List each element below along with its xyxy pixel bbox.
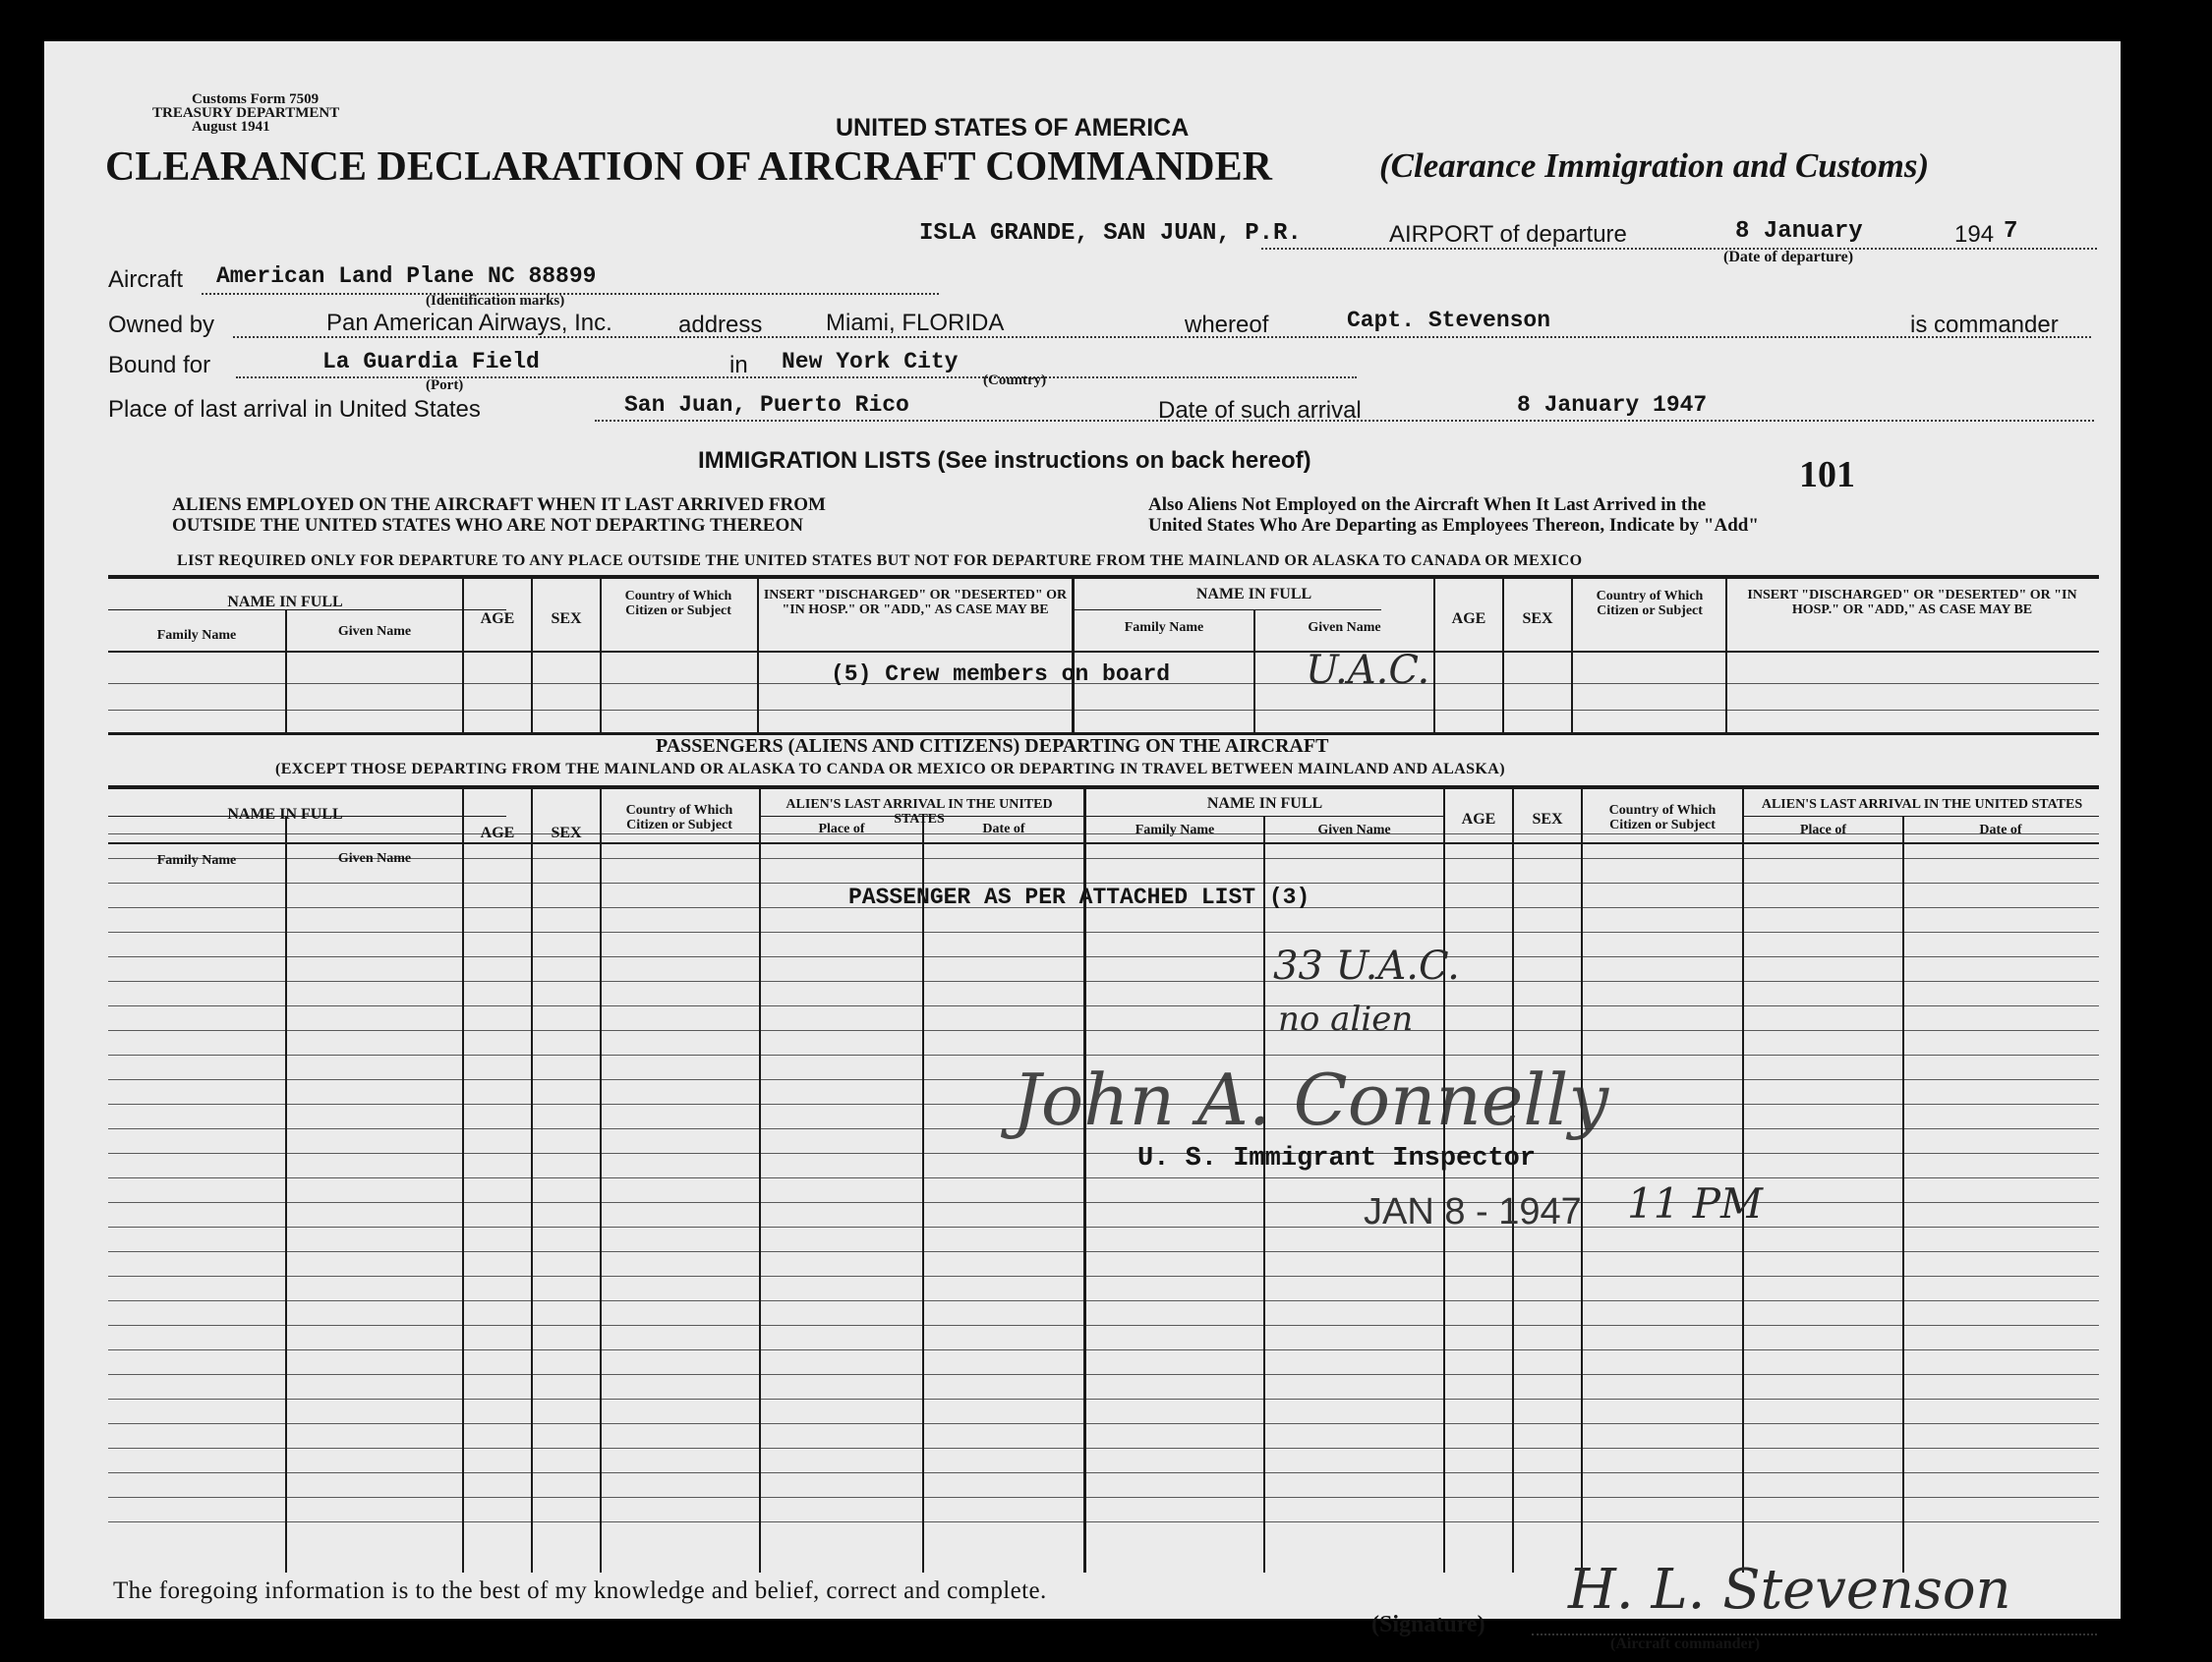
passenger-row-rule	[108, 1448, 2099, 1449]
aircraft-label: Aircraft	[108, 266, 184, 293]
arrival-date-label: Date of such arrival	[1158, 397, 1362, 424]
airport-value: ISLA GRANDE, SAN JUAN, P.R.	[919, 220, 1302, 247]
last-arrival-label: Place of last arrival in United States	[108, 396, 481, 423]
crew-name-header-left: NAME IN FULL	[227, 594, 343, 610]
crew-family-header-left: Family Name	[156, 628, 237, 643]
passenger-col-rule	[759, 788, 761, 1573]
bound-line	[236, 376, 1357, 378]
crew-sex-header-left: SEX	[551, 610, 582, 627]
crew-age-header-right: AGE	[1451, 610, 1486, 627]
departure-date-caption: (Date of departure)	[1723, 249, 1854, 265]
form-title: CLEARANCE DECLARATION OF AIRCRAFT COMMANDER	[105, 144, 1272, 190]
form-id-block	[152, 92, 339, 134]
crew-given-header-left: Given Name	[337, 624, 412, 639]
passenger-family-header-right: Family Name	[1135, 823, 1215, 837]
passenger-age-header-right: AGE	[1461, 811, 1496, 828]
crew-col-rule	[462, 578, 464, 732]
crew-insert-header-right: INSERT "DISCHARGED" OR "DESERTED" OR "IN HOSP." OR "ADD," AS CASE MAY BE	[1747, 588, 2077, 617]
bound-port-caption: (Port)	[426, 377, 464, 393]
aircraft-value: American Land Plane NC 88899	[216, 263, 597, 289]
departure-year-suffix: 7	[2004, 218, 2018, 245]
form-sheet	[44, 41, 2121, 1652]
crew-col-rule	[1433, 578, 1435, 732]
crew-col-rule	[531, 578, 533, 732]
passenger-country-header-left: Country of Which Citizen or Subject	[625, 803, 733, 832]
crew-name-divider-right	[1075, 609, 1381, 610]
arrival-header-left: ALIEN'S LAST ARRIVAL IN THE UNITED STATES	[786, 797, 1053, 827]
crew-sex-header-right: SEX	[1522, 610, 1553, 627]
passenger-row-rule	[108, 1521, 2099, 1522]
arrival-divider-right	[1743, 816, 2099, 817]
inspector-signature: John A. Connelly	[1013, 1059, 1609, 1141]
crew-name-header-right: NAME IN FULL	[1195, 586, 1312, 602]
declaration-statement: The foregoing information is to the best of my knowledge and belief, correct and complete.	[113, 1577, 1047, 1604]
address-value: Miami, FLORIDA	[826, 310, 1005, 336]
airport-label: AIRPORT of departure	[1389, 221, 1627, 248]
passenger-row-rule	[108, 883, 2099, 884]
form-date: August 1941	[192, 119, 270, 135]
passenger-note-2: no alien	[1278, 1000, 1414, 1039]
bound-label: Bound for	[108, 352, 211, 378]
passenger-row-rule	[108, 1349, 2099, 1350]
passenger-sex-header-right: SEX	[1532, 811, 1563, 828]
passenger-name-header-left: NAME IN FULL	[227, 806, 343, 823]
inspection-time-note: 11 PM	[1627, 1179, 1764, 1228]
crew-col-rule	[1502, 578, 1504, 732]
commander-label: is commander	[1910, 312, 2059, 338]
crew-given-header-right: Given Name	[1308, 620, 1381, 635]
passenger-row-rule	[108, 932, 2099, 933]
passenger-given-header-right: Given Name	[1317, 823, 1391, 837]
bound-in-label: in	[729, 352, 748, 378]
passenger-given-header-left: Given Name	[337, 851, 412, 866]
passengers-heading: PASSENGERS (ALIENS AND CITIZENS) DEPARTING ON THE AIRCRAFT	[656, 735, 1329, 757]
passenger-row-rule	[108, 1030, 2099, 1031]
passenger-row-rule	[108, 1202, 2099, 1203]
aliens-heading-left	[172, 494, 826, 536]
whereof-label: whereof	[1185, 312, 1269, 338]
passenger-age-header-left: AGE	[480, 825, 515, 841]
passenger-family-header-left: Family Name	[156, 853, 237, 868]
crew-age-header-left: AGE	[480, 610, 515, 627]
form-number: Customs Form 7509	[192, 91, 320, 107]
sheet-number: 101	[1799, 454, 1855, 495]
aliens-heading-left-2: OUTSIDE THE UNITED STATES WHO ARE NOT DEPARTING THEREON	[172, 515, 803, 536]
crew-annotation: U.A.C.	[1306, 648, 1430, 693]
country-heading: UNITED STATES OF AMERICA	[836, 114, 1190, 142]
commander-value: Capt. Stevenson	[1347, 308, 1551, 333]
aliens-heading-right	[1148, 494, 1759, 536]
crew-header-rule	[108, 651, 2099, 653]
bound-port-value: La Guardia Field	[322, 349, 540, 374]
passenger-col-rule	[1443, 788, 1445, 1573]
passenger-col-rule	[531, 788, 533, 1573]
passenger-row-rule	[108, 1276, 2099, 1277]
passenger-row-rule	[108, 1055, 2099, 1056]
bound-country-value: New York City	[782, 349, 959, 374]
inspection-stamp-date: JAN 8 - 1947	[1364, 1191, 1582, 1232]
crew-table-top-rule	[108, 575, 2099, 579]
crew-insert-header-left: INSERT "DISCHARGED" OR "DESERTED" OR "IN HOSP." OR "ADD," AS CASE MAY BE	[763, 588, 1068, 617]
aliens-heading-left-1: ALIENS EMPLOYED ON THE AIRCRAFT WHEN IT LAST ARRIVED FROM	[172, 494, 826, 515]
crew-col-rule	[1571, 578, 1573, 732]
aircraft-line	[202, 293, 939, 295]
commander-signature: H. L. Stevenson	[1568, 1558, 2011, 1622]
passenger-row-rule	[108, 1497, 2099, 1498]
crew-col-rule	[1725, 578, 1727, 732]
passenger-col-rule	[285, 816, 287, 1573]
crew-family-header-right: Family Name	[1124, 620, 1204, 635]
list-required-note: LIST REQUIRED ONLY FOR DEPARTURE TO ANY PLACE OUTSIDE THE UNITED STATES BUT NOT FOR DEPARTURE FROM THE MAINLAND OR ALASKA TO CANADA OR MEXICO	[177, 552, 1583, 569]
passenger-row-rule	[108, 1325, 2099, 1326]
crew-col-rule	[757, 578, 759, 732]
address-label: address	[678, 312, 763, 338]
passenger-row-rule	[108, 956, 2099, 957]
passenger-row-rule	[108, 1005, 2099, 1006]
passenger-row-rule	[108, 1399, 2099, 1400]
departure-year-prefix: 194	[1954, 221, 1995, 248]
signature-caption: (Aircraft commander)	[1610, 1635, 1761, 1652]
passenger-col-rule	[600, 788, 602, 1573]
owner-value: Pan American Airways, Inc.	[326, 310, 612, 336]
passenger-row-rule	[108, 1300, 2099, 1301]
passenger-row-rule	[108, 1227, 2099, 1228]
date-of-header-right: Date of	[1979, 823, 2022, 837]
crew-entry: (5) Crew members on board	[831, 661, 1171, 687]
passenger-col-rule	[1263, 816, 1265, 1573]
passenger-row-rule	[108, 1177, 2099, 1178]
passenger-col-rule	[462, 788, 464, 1573]
passenger-country-header-right: Country of Which Citizen or Subject	[1608, 803, 1717, 832]
immigration-heading: IMMIGRATION LISTS (See instructions on back hereof)	[698, 447, 1311, 474]
passenger-sex-header-left: SEX	[551, 825, 582, 841]
passenger-row-rule	[108, 1472, 2099, 1473]
passenger-row-rule	[108, 1374, 2099, 1375]
place-of-header-right: Place of	[1799, 823, 1847, 837]
crew-country-header-left: Country of Which Citizen or Subject	[624, 589, 732, 618]
aliens-heading-right-1: Also Aliens Not Employed on the Aircraft When It Last Arrived in the	[1148, 494, 1707, 515]
passenger-row-rule	[108, 981, 2099, 982]
passenger-col-rule	[1902, 816, 1904, 1573]
crew-row-rule	[108, 710, 2099, 711]
crew-col-rule	[600, 578, 602, 732]
passengers-subheading: (EXCEPT THOSE DEPARTING FROM THE MAINLAND OR ALASKA TO CANDA OR MEXICO OR DEPARTING IN TRAVEL BETWEEN MAINLAND AND ALASKA)	[275, 761, 1505, 777]
passenger-col-rule	[1581, 788, 1583, 1573]
passenger-row-rule	[108, 1251, 2099, 1252]
owner-label: Owned by	[108, 312, 215, 338]
aliens-heading-right-2: United States Who Are Departing as Employees Thereon, Indicate by "Add"	[1148, 515, 1759, 536]
department: TREASURY DEPARTMENT	[152, 105, 340, 121]
passenger-row-rule	[108, 1153, 2099, 1154]
aircraft-caption: (Identification marks)	[426, 293, 565, 309]
bound-country-caption: (Country)	[983, 373, 1047, 388]
passenger-col-rule	[1512, 788, 1514, 1573]
crew-country-header-right: Country of Which Citizen or Subject	[1596, 589, 1704, 618]
departure-date-value: 8 January	[1735, 218, 1863, 245]
date-of-header-left: Date of	[982, 822, 1025, 836]
inspector-title: U. S. Immigrant Inspector	[1137, 1144, 1537, 1174]
arrival-header-right: ALIEN'S LAST ARRIVAL IN THE UNITED STATES	[1761, 797, 2083, 812]
last-arrival-value: San Juan, Puerto Rico	[624, 392, 909, 418]
passenger-table-top-rule	[108, 785, 2099, 789]
passenger-entry: PASSENGER AS PER ATTACHED LIST (3)	[848, 885, 1310, 910]
place-of-header-left: Place of	[818, 822, 865, 836]
arrival-date-value: 8 January 1947	[1517, 392, 1708, 418]
passenger-row-rule	[108, 1423, 2099, 1424]
passenger-col-rule	[922, 816, 924, 1573]
passenger-header-rule	[108, 842, 2099, 844]
title-note: (Clearance Immigration and Customs)	[1379, 146, 1930, 185]
passenger-name-header-right: NAME IN FULL	[1206, 795, 1323, 812]
passenger-note-1: 33 U.A.C.	[1273, 944, 1460, 989]
signature-label: (Signature)	[1371, 1612, 1485, 1637]
